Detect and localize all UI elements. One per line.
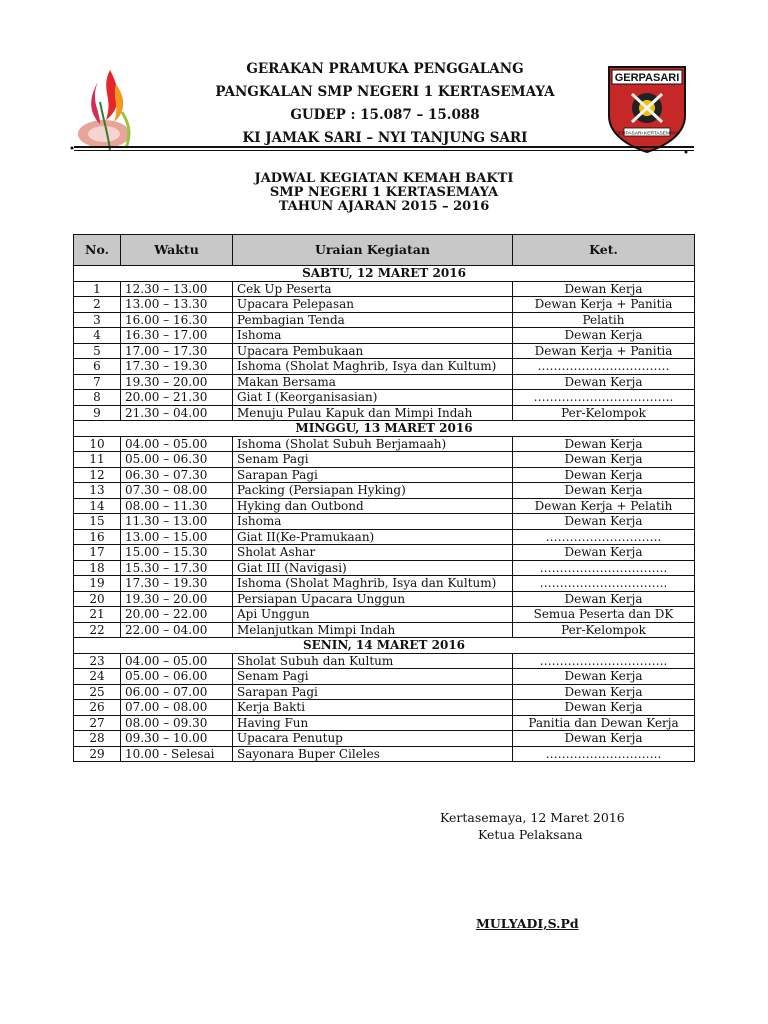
day-label: SABTU, 12 MARET 2016 <box>74 266 695 282</box>
logo-title-text: GERPASARI <box>614 72 680 84</box>
row-activity: Sarapan Pagi <box>233 684 513 700</box>
row-note: Dewan Kerja <box>513 684 695 700</box>
row-activity: Hyking dan Outbond <box>233 498 513 514</box>
row-time: 12.30 – 13.00 <box>121 281 233 297</box>
header-line-1: GERAKAN PRAMUKA PENGGALANG <box>246 61 524 77</box>
row-activity: Makan Bersama <box>233 374 513 390</box>
table-row <box>74 343 695 359</box>
table-row <box>74 669 695 685</box>
row-number: 18 <box>74 560 121 576</box>
row-note: Panitia dan Dewan Kerja <box>513 715 695 731</box>
table-row <box>74 653 695 669</box>
table-row <box>74 467 695 483</box>
header-divider-thick <box>74 146 694 148</box>
row-activity: Upacara Penutup <box>233 731 513 747</box>
organization-header <box>160 58 610 150</box>
row-note: Dewan Kerja + Panitia <box>513 297 695 313</box>
row-note: Dewan Kerja <box>513 281 695 297</box>
row-time: 06.30 – 07.30 <box>121 467 233 483</box>
gerpasari-shield-logo <box>606 64 688 154</box>
row-activity: Upacara Pelepasan <box>233 297 513 313</box>
table-row <box>74 529 695 545</box>
table-row <box>74 731 695 747</box>
row-number: 7 <box>74 374 121 390</box>
row-number: 21 <box>74 607 121 623</box>
row-note: ………………………….. <box>513 576 695 592</box>
row-time: 21.30 – 04.00 <box>121 405 233 421</box>
table-header-row <box>74 235 695 266</box>
signature-name: MULYADI,S.Pd <box>476 916 579 931</box>
row-note: Dewan Kerja <box>513 436 695 452</box>
header-ket: Ket. <box>513 235 695 266</box>
row-note: Dewan Kerja <box>513 731 695 747</box>
row-number: 13 <box>74 483 121 499</box>
table-row <box>74 700 695 716</box>
row-time: 07.00 – 08.00 <box>121 700 233 716</box>
row-number: 4 <box>74 328 121 344</box>
row-time: 09.30 – 10.00 <box>121 731 233 747</box>
row-time: 07.30 – 08.00 <box>121 483 233 499</box>
row-number: 9 <box>74 405 121 421</box>
table-row <box>74 514 695 530</box>
row-number: 3 <box>74 312 121 328</box>
row-activity: Sayonara Buper Cileles <box>233 746 513 762</box>
table-row <box>74 452 695 468</box>
row-activity: Cek Up Peserta <box>233 281 513 297</box>
logo-subtitle-text: GERPASARI KERTASEMAYA <box>615 131 679 137</box>
row-time: 04.00 – 05.00 <box>121 653 233 669</box>
schedule-body <box>74 266 695 762</box>
header-waktu: Waktu <box>121 235 233 266</box>
row-number: 5 <box>74 343 121 359</box>
row-note: ……………………….. <box>513 746 695 762</box>
row-time: 05.00 – 06.30 <box>121 452 233 468</box>
row-time: 20.00 – 22.00 <box>121 607 233 623</box>
row-activity: Ishoma <box>233 514 513 530</box>
row-activity: Upacara Pembukaan <box>233 343 513 359</box>
row-number: 10 <box>74 436 121 452</box>
table-row <box>74 545 695 561</box>
row-time: 08.00 – 11.30 <box>121 498 233 514</box>
row-time: 13.00 – 13.30 <box>121 297 233 313</box>
row-time: 10.00 - Selesai <box>121 746 233 762</box>
row-number: 2 <box>74 297 121 313</box>
row-number: 26 <box>74 700 121 716</box>
title-line-3: TAHUN AJARAN 2015 – 2016 <box>278 199 490 214</box>
row-note: …………………………….. <box>513 390 695 406</box>
header-line-3: GUDEP : 15.087 – 15.088 <box>290 107 480 123</box>
row-time: 17.30 – 19.30 <box>121 576 233 592</box>
row-number: 23 <box>74 653 121 669</box>
row-note: Pelatih <box>513 312 695 328</box>
row-number: 19 <box>74 576 121 592</box>
row-number: 20 <box>74 591 121 607</box>
row-note: ………………………….. <box>513 653 695 669</box>
table-row <box>74 746 695 762</box>
day-section-row <box>74 638 695 654</box>
row-time: 17.30 – 19.30 <box>121 359 233 375</box>
row-note: Dewan Kerja <box>513 545 695 561</box>
row-note: Per-Kelompok <box>513 405 695 421</box>
row-note: Dewan Kerja + Pelatih <box>513 498 695 514</box>
row-activity: Sholat Ashar <box>233 545 513 561</box>
title-line-2: SMP NEGERI 1 KERTASEMAYA <box>269 185 499 200</box>
row-time: 15.30 – 17.30 <box>121 560 233 576</box>
row-note: Dewan Kerja <box>513 467 695 483</box>
row-number: 14 <box>74 498 121 514</box>
header-line-4: KI JAMAK SARI – NYI TANJUNG SARI <box>242 130 528 146</box>
row-activity: Senam Pagi <box>233 452 513 468</box>
row-activity: Ishoma (Sholat Subuh Berjamaah) <box>233 436 513 452</box>
row-note: Semua Peserta dan DK <box>513 607 695 623</box>
row-time: 08.00 – 09.30 <box>121 715 233 731</box>
row-number: 27 <box>74 715 121 731</box>
row-activity: Persiapan Upacara Unggun <box>233 591 513 607</box>
row-time: 17.00 – 17.30 <box>121 343 233 359</box>
table-row <box>74 436 695 452</box>
row-activity: Ishoma <box>233 328 513 344</box>
row-activity: Giat III (Navigasi) <box>233 560 513 576</box>
scout-flame-logo <box>70 62 150 154</box>
row-activity: Giat I (Keorganisasian) <box>233 390 513 406</box>
row-note: Dewan Kerja <box>513 669 695 685</box>
row-time: 06.00 – 07.00 <box>121 684 233 700</box>
table-row <box>74 390 695 406</box>
table-row <box>74 591 695 607</box>
row-number: 17 <box>74 545 121 561</box>
row-time: 04.00 – 05.00 <box>121 436 233 452</box>
table-row <box>74 374 695 390</box>
row-time: 20.00 – 21.30 <box>121 390 233 406</box>
row-note: Dewan Kerja <box>513 328 695 344</box>
document-title <box>74 172 694 214</box>
row-note: Dewan Kerja <box>513 483 695 499</box>
row-time: 11.30 – 13.00 <box>121 514 233 530</box>
row-number: 1 <box>74 281 121 297</box>
row-number: 24 <box>74 669 121 685</box>
row-note: ………………………….. <box>513 560 695 576</box>
row-number: 28 <box>74 731 121 747</box>
table-row <box>74 359 695 375</box>
day-section-row <box>74 266 695 282</box>
signature-place-date: Kertasemaya, 12 Maret 2016 <box>440 810 625 825</box>
row-number: 8 <box>74 390 121 406</box>
row-time: 19.30 – 20.00 <box>121 374 233 390</box>
day-label: SENIN, 14 MARET 2016 <box>74 638 695 654</box>
row-activity: Senam Pagi <box>233 669 513 685</box>
row-time: 16.00 – 16.30 <box>121 312 233 328</box>
row-number: 16 <box>74 529 121 545</box>
row-note: Dewan Kerja + Panitia <box>513 343 695 359</box>
row-number: 22 <box>74 622 121 638</box>
table-row <box>74 622 695 638</box>
table-row <box>74 576 695 592</box>
row-activity: Ishoma (Sholat Maghrib, Isya dan Kultum) <box>233 359 513 375</box>
row-number: 15 <box>74 514 121 530</box>
table-row <box>74 281 695 297</box>
row-activity: Kerja Bakti <box>233 700 513 716</box>
row-time: 16.30 – 17.00 <box>121 328 233 344</box>
row-activity: Melanjutkan Mimpi Indah <box>233 622 513 638</box>
table-row <box>74 328 695 344</box>
row-activity: Ishoma (Sholat Maghrib, Isya dan Kultum) <box>233 576 513 592</box>
row-note: Dewan Kerja <box>513 374 695 390</box>
row-number: 11 <box>74 452 121 468</box>
header-uraian: Uraian Kegiatan <box>233 235 513 266</box>
row-time: 13.00 – 15.00 <box>121 529 233 545</box>
table-row <box>74 498 695 514</box>
row-note: Dewan Kerja <box>513 700 695 716</box>
table-row <box>74 715 695 731</box>
row-activity: Having Fun <box>233 715 513 731</box>
header-line-2: PANGKALAN SMP NEGERI 1 KERTASEMAYA <box>215 84 555 100</box>
row-number: 29 <box>74 746 121 762</box>
row-number: 12 <box>74 467 121 483</box>
table-row <box>74 483 695 499</box>
row-time: 15.00 – 15.30 <box>121 545 233 561</box>
row-number: 25 <box>74 684 121 700</box>
header-no: No. <box>74 235 121 266</box>
table-row <box>74 607 695 623</box>
schedule-table <box>73 234 695 762</box>
table-row <box>74 297 695 313</box>
table-row <box>74 560 695 576</box>
row-activity: Sholat Subuh dan Kultum <box>233 653 513 669</box>
row-note: Dewan Kerja <box>513 452 695 468</box>
title-line-1: JADWAL KEGIATAN KEMAH BAKTI <box>254 171 514 186</box>
row-number: 6 <box>74 359 121 375</box>
row-note: Dewan Kerja <box>513 591 695 607</box>
row-note: …………………………… <box>513 359 695 375</box>
row-note: Per-Kelompok <box>513 622 695 638</box>
row-activity: Api Unggun <box>233 607 513 623</box>
day-section-row <box>74 421 695 437</box>
row-activity: Packing (Persiapan Hyking) <box>233 483 513 499</box>
table-row <box>74 312 695 328</box>
row-activity: Menuju Pulau Kapuk dan Mimpi Indah <box>233 405 513 421</box>
row-time: 22.00 – 04.00 <box>121 622 233 638</box>
row-time: 05.00 – 06.00 <box>121 669 233 685</box>
row-activity: Pembagian Tenda <box>233 312 513 328</box>
header-divider-thin <box>74 150 694 151</box>
table-row <box>74 684 695 700</box>
day-label: MINGGU, 13 MARET 2016 <box>74 421 695 437</box>
row-note: Dewan Kerja <box>513 514 695 530</box>
row-activity: Sarapan Pagi <box>233 467 513 483</box>
table-row <box>74 405 695 421</box>
row-time: 19.30 – 20.00 <box>121 591 233 607</box>
row-note: ……………………….. <box>513 529 695 545</box>
signature-role: Ketua Pelaksana <box>478 827 583 842</box>
row-activity: Giat II(Ke-Pramukaan) <box>233 529 513 545</box>
